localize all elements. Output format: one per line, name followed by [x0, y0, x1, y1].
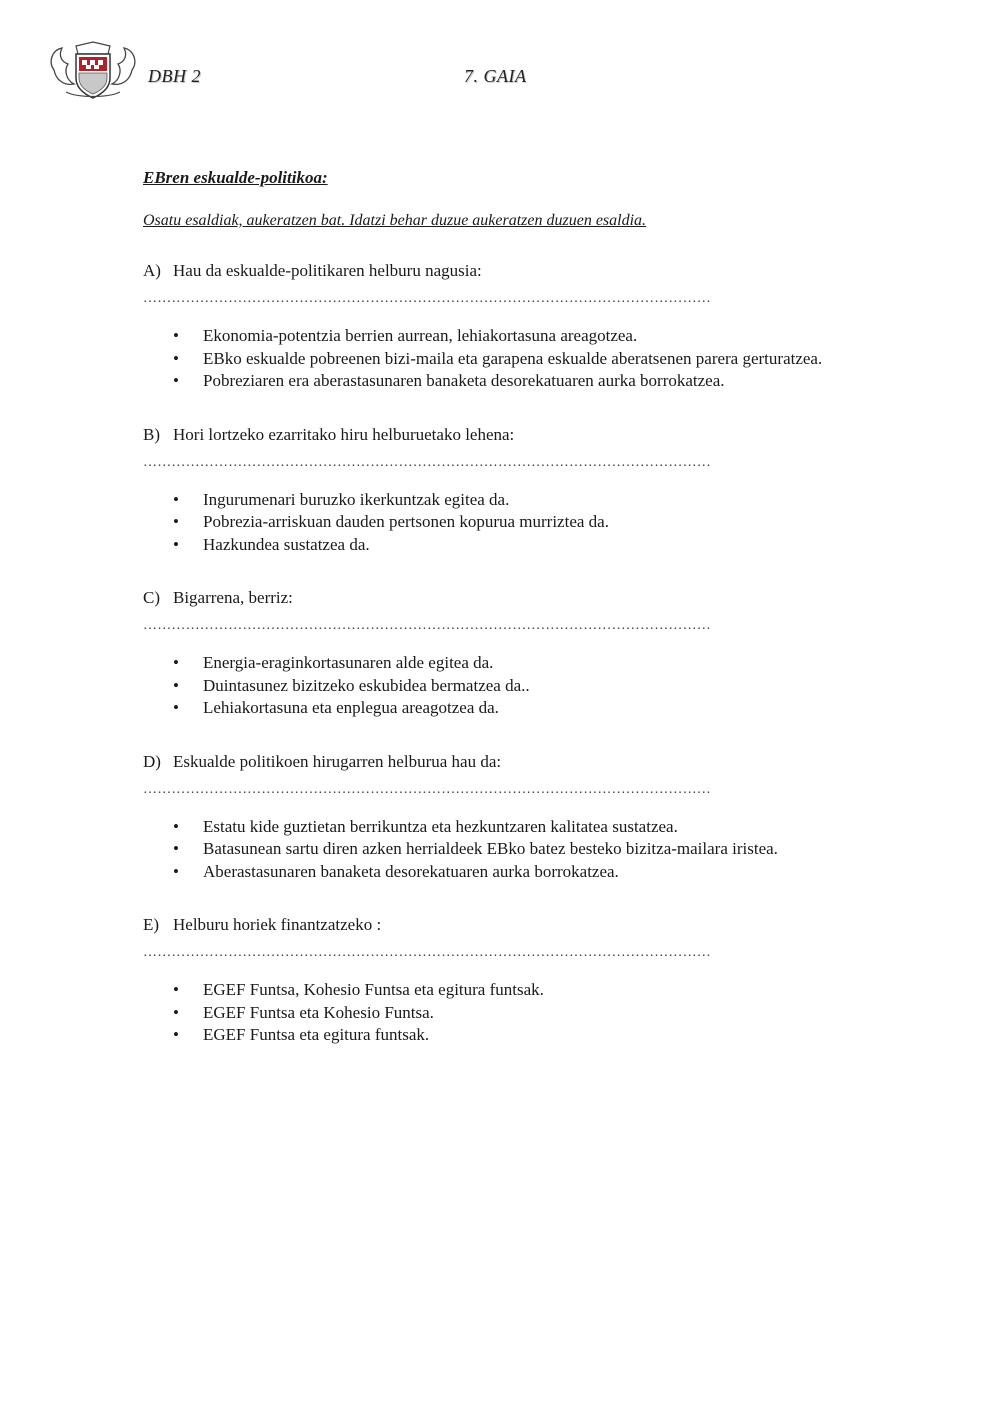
- bullet-icon: •: [173, 326, 179, 345]
- option-list: [143, 325, 855, 393]
- question-prompt: [143, 586, 855, 610]
- question-prompt: [143, 750, 855, 774]
- instructions: Osatu esaldiak, aukeratzen bat. Idatzi behar duzue aukeratzen duzuen esaldia.: [143, 212, 647, 229]
- option-item: [173, 838, 855, 861]
- question-section: [143, 259, 855, 393]
- bullet-icon: •: [173, 1025, 179, 1044]
- bullet-icon: •: [173, 371, 179, 390]
- option-item: [173, 325, 855, 348]
- option-item: [173, 348, 855, 371]
- option-list: [143, 979, 855, 1047]
- option-text: EGEF Funtsa eta egitura funtsak.: [203, 1025, 430, 1044]
- option-text: EGEF Funtsa, Kohesio Funtsa eta egitura funtsak.: [203, 980, 544, 999]
- option-item: [173, 816, 855, 839]
- bullet-icon: •: [173, 534, 179, 554]
- option-item: [173, 1002, 855, 1025]
- answer-line[interactable]: …………………………………………………………………………………………………………: [143, 781, 711, 797]
- question-prompt: [143, 913, 855, 937]
- option-list: [143, 652, 855, 720]
- question-section: [143, 913, 855, 1047]
- question-letter: B): [143, 424, 160, 444]
- bullet-icon: •: [173, 653, 179, 672]
- header-unit: 7. GAIA: [464, 66, 527, 86]
- bullet-icon: •: [173, 861, 179, 881]
- option-text: Estatu kide guztietan berrikuntza eta hezkuntzaren kalitatea sustatzea.: [203, 816, 678, 836]
- question-text: Bigarrena, berriz:: [173, 588, 293, 607]
- question-letter: C): [143, 588, 160, 607]
- answer-line[interactable]: …………………………………………………………………………………………………………: [143, 618, 711, 633]
- option-text: Aberastasunaren banaketa desorekatuaren aurka borrokatzea.: [203, 861, 619, 881]
- question-text: Helburu horiek finantzatzeko :: [173, 915, 382, 934]
- option-item: [173, 370, 855, 393]
- question-prompt: [143, 259, 855, 283]
- option-list: [143, 489, 855, 557]
- question-text: Eskualde politikoen hirugarren helburua hau da:: [173, 751, 502, 771]
- bullet-icon: •: [173, 698, 179, 717]
- question-list: [143, 259, 855, 1047]
- option-text: Ingurumenari buruzko ikerkuntzak egitea da.: [203, 489, 510, 509]
- option-item: [173, 1024, 855, 1047]
- bullet-icon: •: [173, 348, 179, 368]
- question-section: [143, 750, 855, 884]
- question-section: [143, 423, 855, 557]
- option-text: Pobrezia-arriskuan dauden pertsonen kopurua murriztea da.: [203, 512, 609, 531]
- option-text: Energia-eraginkortasunaren alde egitea da.: [203, 653, 494, 672]
- option-item: [173, 697, 855, 720]
- question-prompt: [143, 423, 855, 447]
- question-section: [143, 586, 855, 720]
- option-text: Duintasunez bizitzeko eskubidea bermatzea da..: [203, 675, 530, 695]
- option-text: Pobreziaren era aberastasunaren banaketa desorekatuaren aurka borrokatzea.: [203, 371, 725, 390]
- option-text: Ekonomia-potentzia berrien aurrean, lehiakortasuna areagotzea.: [203, 326, 638, 345]
- bullet-icon: •: [173, 980, 179, 999]
- option-item: [173, 675, 855, 698]
- option-text: Lehiakortasuna eta enplegua areagotzea da.: [203, 698, 499, 717]
- question-letter: D): [143, 751, 161, 771]
- bullet-icon: •: [173, 489, 179, 509]
- bullet-icon: •: [173, 1002, 179, 1022]
- answer-line[interactable]: …………………………………………………………………………………………………………: [143, 291, 711, 306]
- option-item: [173, 861, 855, 884]
- bullet-icon: •: [173, 675, 179, 695]
- worksheet-title: EBren eskualde-politikoa:: [143, 168, 328, 187]
- question-text: Hori lortzeko ezarritako hiru helburuetako lehena:: [173, 424, 515, 444]
- question-letter: E): [143, 915, 160, 934]
- option-list: [143, 816, 855, 884]
- question-text: Hau da eskualde-politikaren helburu nagusia:: [173, 261, 482, 280]
- option-text: Batasunean sartu diren azken herrialdeek EBko batez besteko bizitza-mailara iristea.: [203, 839, 778, 858]
- option-item: [173, 652, 855, 675]
- bullet-icon: •: [173, 816, 179, 836]
- question-letter: A): [143, 261, 161, 280]
- option-text: EGEF Funtsa eta Kohesio Funtsa.: [203, 1002, 434, 1022]
- bullet-icon: •: [173, 839, 179, 858]
- option-text: EBko eskualde pobreenen bizi-maila eta garapena eskualde aberatsenen parera gerturatzea.: [203, 348, 823, 368]
- worksheet-content: [143, 166, 855, 1077]
- bullet-icon: •: [173, 512, 179, 531]
- school-crest-logo: [46, 40, 140, 102]
- option-item: [173, 534, 855, 557]
- option-text: Hazkundea sustatzea da.: [203, 534, 370, 554]
- header-course: DBH 2: [148, 66, 201, 86]
- option-item: [173, 511, 855, 534]
- option-item: [173, 979, 855, 1002]
- option-item: [173, 489, 855, 512]
- answer-line[interactable]: …………………………………………………………………………………………………………: [143, 454, 711, 470]
- answer-line[interactable]: …………………………………………………………………………………………………………: [143, 945, 711, 960]
